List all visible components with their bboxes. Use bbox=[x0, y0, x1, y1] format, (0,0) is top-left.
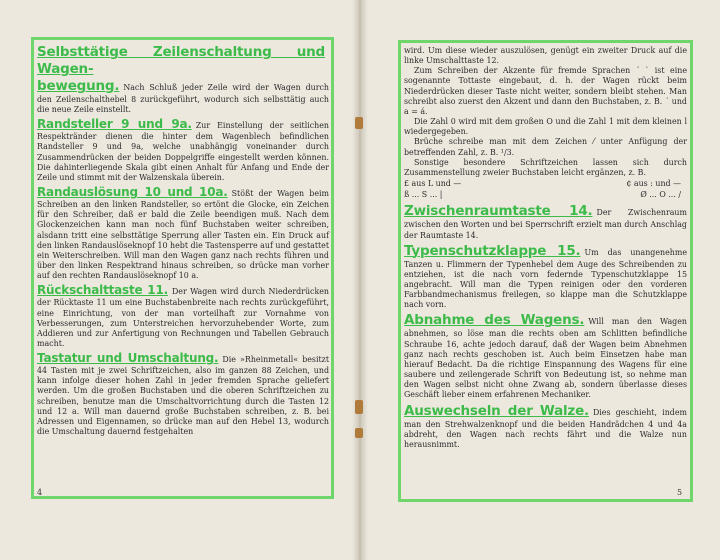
right-text-column bbox=[404, 46, 687, 452]
page-number-right: 5 bbox=[677, 488, 683, 497]
section-text: Stößt der Wagen beim Schreiben an den linken Randsteller, so ertönt die Glocke, ein Zeichen für den Schreiber, daß er bald die Zeile beendigen muß. Nach dem Glockenzeichen kann man noch fünf Buchstaben weiter schreiben, alsdann tritt eine selbsttätige Sperrung aller Tasten ein. Ein Druck auf den linken Randauslöseknopf 10 hebt die Tastensperre auf und gestattet ein Weiterschreiben. Will man den Wagen ganz nach rechts führen und über den linken Respektrand hinaus schreiben, so drücke man vorher auf den rechten Randauslöseknopf 10 a. bbox=[37, 189, 329, 281]
table-cell: ß ... S ... | bbox=[404, 190, 443, 200]
accent-paragraph: Zum Schreiben der Akzente für fremde Sprachen ´ ` ist eine sogenannte Tottaste eingebaut, d. h. der Wagen rückt beim Niederdrücken dieser Taste nicht weiter, sondern bleibt stehen. Man schreibt also zuerst den Akzent und dann den Buchstaben, z. B. ´ und a = á. bbox=[404, 66, 687, 116]
section-heading: Rückschalttaste 11. bbox=[37, 283, 168, 298]
staple-lower bbox=[355, 428, 363, 438]
table-cell: Ø ... O ... / bbox=[640, 190, 681, 200]
continued-text: wird. Um diese wieder auszulösen, genügt ein zweiter Druck auf die linke Umschalttaste 12. bbox=[404, 46, 687, 66]
section-heading: Randauslösung 10 und 10a. bbox=[37, 185, 228, 200]
section-heading-continued: bewegung. bbox=[37, 78, 120, 94]
special-chars-table bbox=[404, 179, 687, 189]
section-zwischenraumtaste bbox=[404, 203, 687, 240]
table-cell: ¢ aus : und — bbox=[626, 179, 681, 189]
section-walze bbox=[404, 403, 687, 450]
section-randausloesung bbox=[37, 185, 329, 281]
section-heading: Tastatur und Umschaltung. bbox=[37, 351, 219, 366]
section-tastatur bbox=[37, 351, 329, 437]
table-cell: £ aus L und — bbox=[404, 179, 462, 189]
section-heading: Randsteller 9 und 9a. bbox=[37, 117, 192, 132]
staple-middle bbox=[355, 400, 363, 414]
section-abnahme-wagen bbox=[404, 312, 687, 400]
section-text: Nach Schluß jeder Zeile wird der Wagen durch den Zeilenschalthebel 8 zurückgeführt, wodurch sich selbsttätig auch die neue Zeile einstellt. bbox=[37, 83, 329, 115]
page-number-left: 4 bbox=[37, 488, 43, 497]
section-heading: Abnahme des Wagens. bbox=[404, 312, 585, 329]
digits-paragraph: Die Zahl 0 wird mit dem großen O und die Zahl 1 mit dem kleinen l wiedergegeben. bbox=[404, 117, 687, 137]
section-text: Die »Rheinmetall« besitzt 44 Tasten mit je zwei Schriftzeichen, also im ganzen 88 Zeichen, und kann infolge dieser hohen Zahl in jeder fremden Sprache geliefert werden. Um die großen Buchstaben und die oberen Schriftzeichen zu schreiben, benutze man die Umschaltvorrichtung durch die Tasten 12 und 12 a. Will man dauernd große Buchstaben schreiben, z. B. bei Adressen und Eigennamen, so drücke man auf den Hebel 13, wodurch die Umschaltung dauernd festgehalten bbox=[37, 355, 329, 437]
section-text: Dies geschieht, indem man den Strehwalzenknopf und die beiden Handrädchen 4 und 4a abdreht, den Wagen nach rechts fährt und die Walze nun herausnimmt. bbox=[404, 407, 687, 449]
section-text: Der Zwischenraum zwischen den Worten und bei Sperrschrift erzielt man durch Anschlag der Raumtaste 14. bbox=[404, 208, 687, 240]
section-text: Um das unangenehme Tanzen u. Flimmern der Typenhebel dem Auge des Schreibenden zu entziehen, ist die nach vorn federnde Typenschutzklappe 15 angebracht. Will man die Typen reinigen oder den vorderen Farbbandmechanismus freilegen, so klappe man die Schutzklappe nach vorn. bbox=[404, 247, 687, 310]
special-chars-paragraph: Sonstige besondere Schriftzeichen lassen sich durch Zusammenstellung zweier Buchstaben leicht ergänzen, z. B. bbox=[404, 157, 687, 177]
section-heading: Typenschutzklappe 15. bbox=[404, 242, 581, 259]
section-text: Zur Einstellung der seitlichen Respektränder dienen die hinter dem Wagenblech befindlichen Randsteller 9 und 9a, welche unabhängig voneinander durch Zusammendrücken der beiden Doppelgriffe eingestellt werden können. Die dahinterliegende Skala gibt einen Anhalt für Anfang und Ende der Zeile und stimmt mit der Walzenskala überein. bbox=[37, 121, 329, 182]
fractions-paragraph: Brüche schreibe man mit dem Zeichen ⁄ unter Anfügung der betreffenden Zahl, z. B. ¹/3. bbox=[404, 137, 687, 157]
special-chars-table bbox=[404, 190, 687, 200]
section-text: Will man den Wagen abnehmen, so löse man die rechts oben am Schlitten befindliche Schraube 16, achte jedoch darauf, daß der Wagen beim Abnehmen ganz nach rechts geschoben ist. Auch beim Einsetzen habe man hierauf Bedacht. Da die richtige Einspannung des Wagens für eine saubere und zeilengerade Schrift von Bedeutung ist, so nehme man den Wagen selbst nicht ohne Zwang ab, sondern überlasse dieses Geschäft lieber einem erfahrenen Mechaniker. bbox=[404, 317, 687, 400]
section-typenschutzklappe bbox=[404, 243, 687, 311]
staple-top bbox=[355, 117, 363, 129]
book-gutter bbox=[352, 0, 368, 560]
section-randsteller bbox=[37, 117, 329, 183]
section-rueckschalttaste bbox=[37, 283, 329, 349]
section-text: Der Wagen wird durch Niederdrücken der Rücktaste 11 um eine Buchstabenbreite nach rechts zurückgeführt, eine Einrichtung, von der man vorteilhaft zur Vornahme von Verbesserungen, zum Unterstreichen hervorzuhebender Worte, zum Addieren und zur Anfertigung von Rechnungen und Tabellen Gebrauch macht. bbox=[37, 287, 329, 348]
section-heading: Auswechseln der Walze. bbox=[404, 402, 589, 419]
section-heading: Zwischenraumtaste 14. bbox=[404, 203, 593, 220]
left-text-column bbox=[37, 44, 329, 439]
section-zeilenschaltung bbox=[37, 44, 329, 115]
section-heading: Selbsttätige Zeilenschaltung und Wagen- bbox=[37, 44, 325, 77]
